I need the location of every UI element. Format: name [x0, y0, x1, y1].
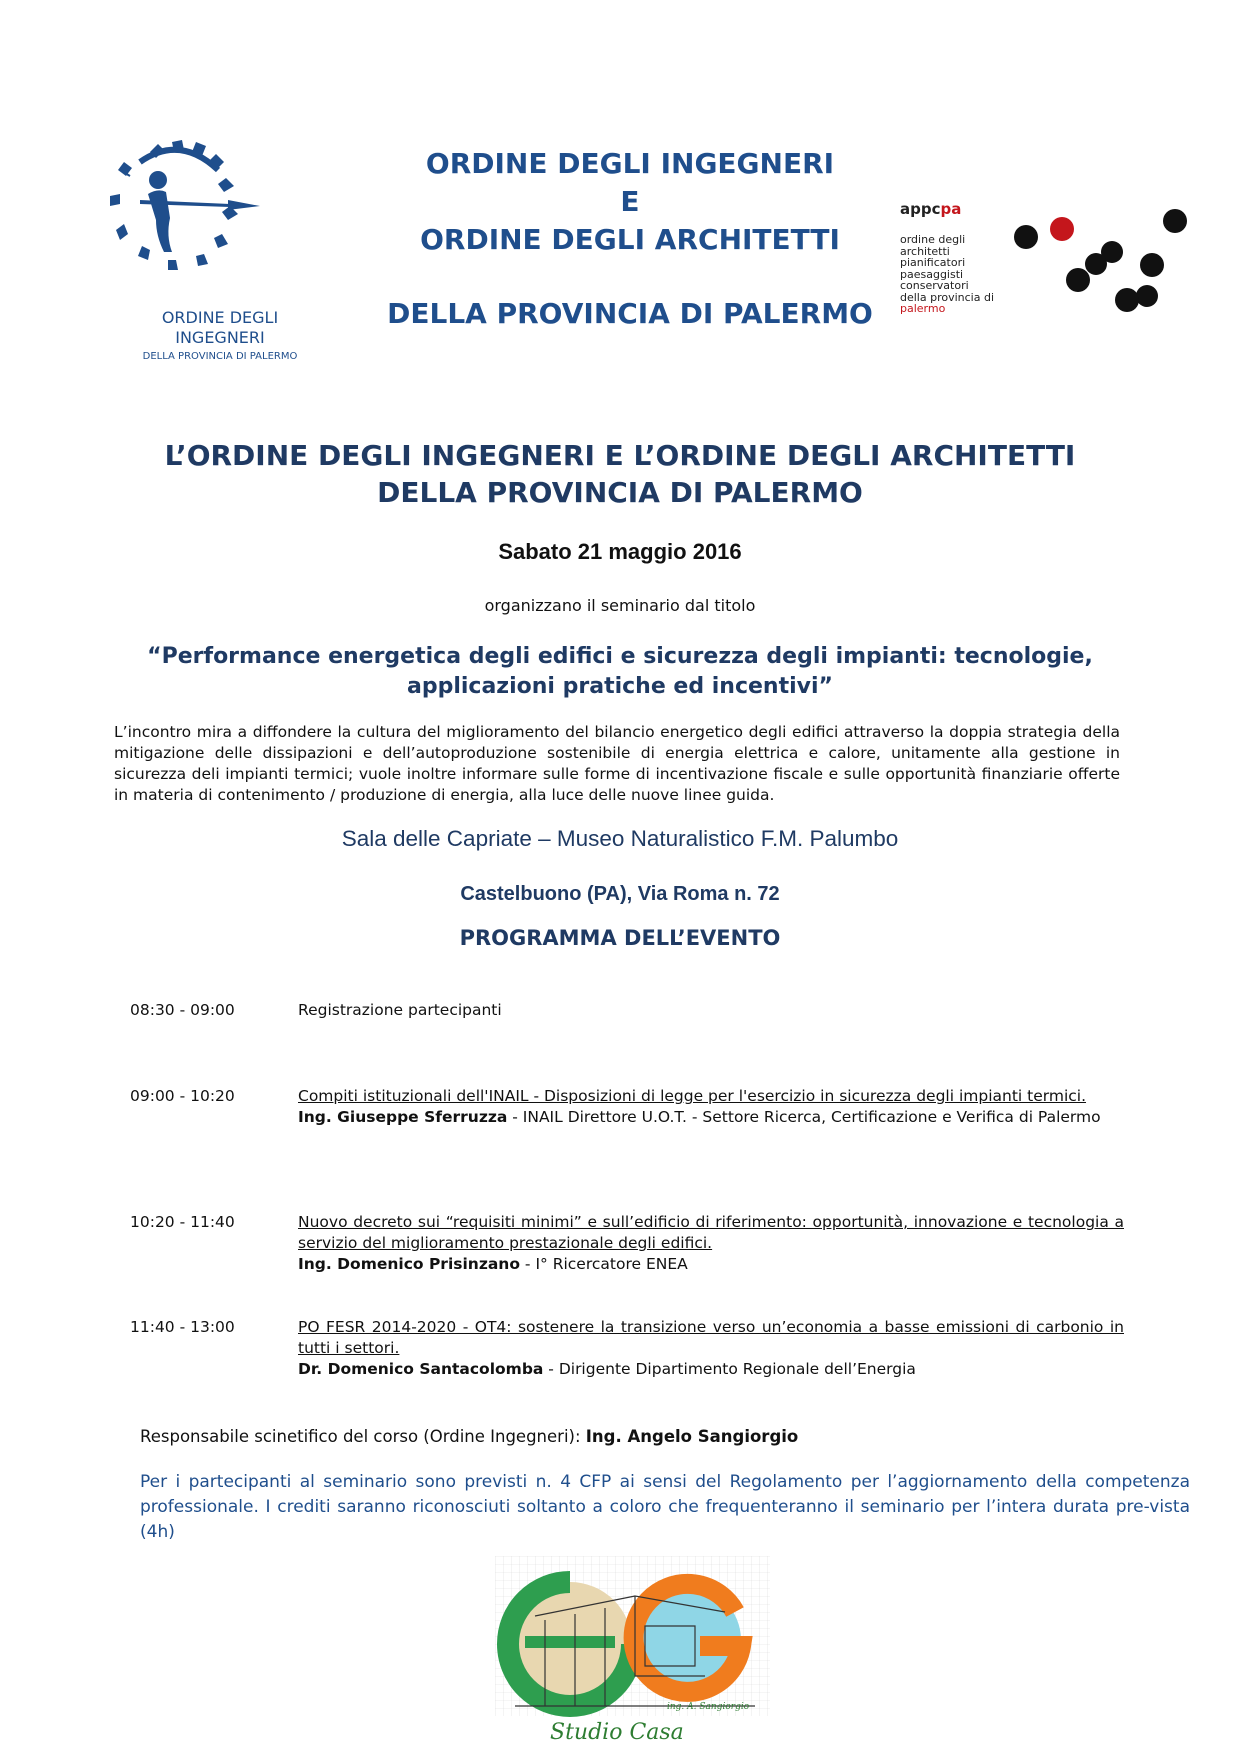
main-title: L’ORDINE DEGLI INGEGNERI E L’ORDINE DEGLI ARCHITETTI DELLA PROVINCIA DI PALERMO [164, 439, 1076, 509]
appcpa-logo [900, 200, 1200, 320]
ordine-ingegneri-logo [110, 140, 330, 380]
appcpa-lines: ordine degli architetti pianificatori paesaggisti conservatori della provincia di palermo [900, 233, 995, 315]
program-item-3: Nuovo decreto sui “requisiti minimi” e sull’edificio di riferimento: opportunità, innovazione e tecnologia a servizio del miglioramento prestazionale degli edifici. Ing. Domenico Prisinzano - I° Ricercatore ENEA [298, 1213, 1124, 1273]
dots-icon [1000, 200, 1200, 320]
program-time-4: 11:40 - 13:00 [130, 1318, 235, 1336]
studio-name: Studio Casa [550, 1720, 684, 1745]
address: Castelbuono (PA), Via Roma n. 72 [460, 883, 780, 905]
gear-archer-icon [110, 140, 330, 310]
header-title-block [360, 145, 900, 333]
program-item-1: Registrazione partecipanti [298, 1001, 502, 1019]
program-time-2: 09:00 - 10:20 [130, 1087, 235, 1105]
header-line-2: E [620, 185, 640, 218]
header-line-4: DELLA PROVINCIA DI PALERMO [387, 297, 873, 330]
seminar-title: “Performance energetica degli edifici e sicurezza degli impianti: tecnologie, applicazioni pratiche ed incentivi” [147, 644, 1093, 699]
logo-line-1: ORDINE DEGLI [161, 308, 279, 327]
venue: Sala delle Capriate – Museo Naturalistico F.M. Palumbo [341, 826, 899, 851]
ag-house-logo-icon [495, 1556, 770, 1721]
description-paragraph: L’incontro mira a diffondere la cultura del miglioramento del bilancio energetico degli edifici attraverso la doppia strategia della mitigazione delle dissipazioni e dell’autoproduzione sostenibile di energia elettrica e calore, unitamente alla gestione in sicurezza deli impianti termici; vuole inoltre informare sulle forme di incentivazione fiscale e sulle opportunità finanziarie offerte in materia di contenimento / produzione di energia, alla luce delle nuove linee guida. [114, 723, 1120, 804]
program-title: PROGRAMMA DELL’EVENTO [459, 926, 781, 950]
appcpa-name: appcpa [900, 200, 962, 218]
header-line-1: ORDINE DEGLI INGEGNERI [425, 147, 835, 180]
scientific-responsible: Responsabile scinetifico del corso (Ordine Ingegneri): Ing. Angelo Sangiorgio [140, 1427, 799, 1446]
logo-line-3: DELLA PROVINCIA DI PALERMO [142, 351, 298, 362]
header-line-3: ORDINE DEGLI ARCHITETTI [420, 223, 840, 256]
program-item-2: Compiti istituzionali dell'INAIL - Disposizioni di legge per l'esercizio in sicurezza degli impianti termici. Ing. Giuseppe Sferruzza - INAIL Direttore U.O.T. - Settore Ricerca, Certificazione e Verifica di Palermo [298, 1087, 1101, 1126]
logo-line-2: INGEGNERI [175, 328, 265, 347]
studio-signature: ing. A. Sangiorgio [667, 1702, 750, 1712]
event-date: Sabato 21 maggio 2016 [498, 539, 742, 564]
program-item-4: PO FESR 2014-2020 - OT4: sostenere la transizione verso un’economia a basse emissioni di carbonio in tutti i settori. Dr. Domenico Santacolomba - Dirigente Dipartimento Regionale dell’Energia [298, 1318, 1124, 1378]
organize-text: organizzano il seminario dal titolo [484, 596, 756, 615]
credits-note: Per i partecipanti al seminario sono previsti n. 4 CFP ai sensi del Regolamento per l’aggiornamento della competenza professionale. I crediti saranno riconosciuti soltanto a coloro che frequenteranno il seminario per l’intera durata pre-vista (4h) [140, 1472, 1190, 1542]
program-time-1: 08:30 - 09:00 [130, 1001, 235, 1019]
program-time-3: 10:20 - 11:40 [130, 1213, 235, 1231]
studio-casa-logo [495, 1556, 770, 1754]
